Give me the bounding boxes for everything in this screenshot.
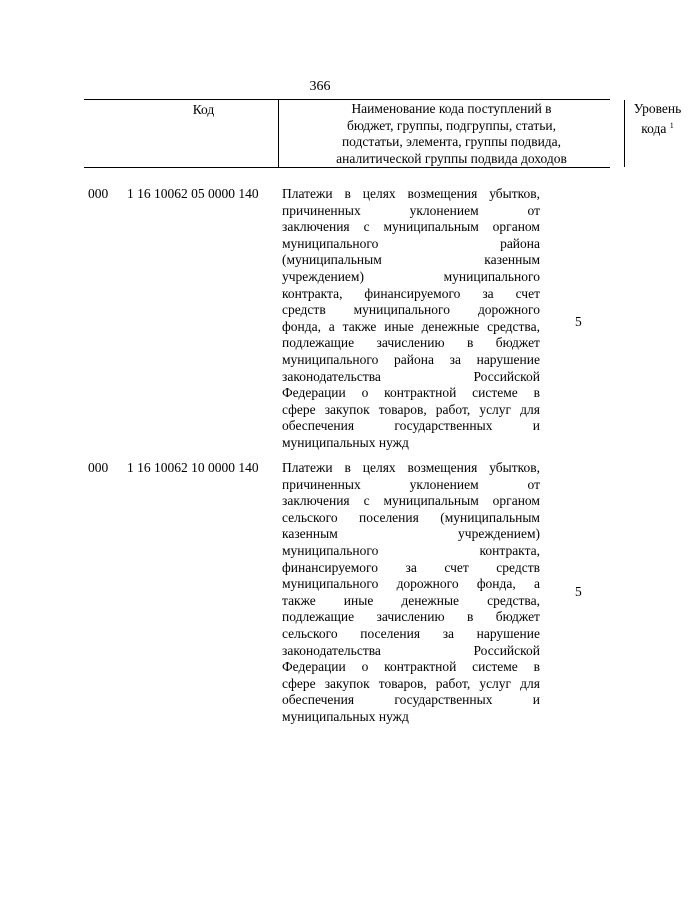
page-number: 366 [309,79,331,94]
description-word: закупок [324,401,370,417]
description-word: государственных [394,418,493,434]
description-word: подлежащие [282,609,355,625]
description-word: также [342,318,377,334]
description-line [282,676,540,693]
description-word: в [467,609,474,625]
description-word: в [344,186,351,201]
description-word: сельского [282,625,338,641]
header-level-label: Уровень [633,101,682,116]
description-word: в [533,659,540,675]
description-line [282,219,540,236]
description-word: фонда, [476,576,516,592]
description-word: обеспечения [282,418,355,434]
description-word: системе [472,659,518,675]
description-word: и [532,418,540,434]
description-word: услуг [479,401,512,417]
header-level-word: кода [641,120,667,136]
description-word: финансируемого [364,285,461,301]
description-line [282,236,540,253]
description-line [282,335,540,352]
description-word: казенным [484,252,540,268]
description-line [282,418,540,435]
description-word: убытков, [489,460,540,475]
description-word: для [520,401,540,417]
description-word: целях [362,460,396,475]
description-word: работ, [435,675,471,691]
revenue-description [282,186,540,452]
description-line [282,493,540,510]
description-word: контракта, [282,285,343,301]
description-word: сфере [282,675,316,691]
description-word: с [363,219,370,235]
description-word: фонда, [282,318,321,334]
header-name-line: бюджет, группы, подгруппы, статьи, [347,117,556,133]
description-word: за [482,285,494,301]
description-word: Федерации [282,385,346,401]
description-line [282,560,540,577]
description-word: обеспечения [282,692,355,708]
description-line [282,593,540,610]
description-line [282,435,540,452]
description-word: законодательства [282,368,381,384]
description-word: казенным [282,526,338,542]
description-word: от [527,202,540,218]
description-word: сельского [282,509,338,525]
description-word: о [361,659,369,675]
footnote-marker: 1 [669,120,674,130]
description-word: работ, [435,401,471,417]
description-word: уклонением [409,476,479,492]
description-word: для [520,675,540,691]
description-word: причиненных [282,202,361,218]
description-word: Платежи [282,186,333,201]
description-word: учреждением) [458,526,540,542]
header-level-label-2 [625,118,690,138]
description-line [282,626,540,643]
description-word: а [328,318,335,334]
description-word: возмещения [407,186,478,201]
description-word: района [500,235,540,251]
description-word: муниципальных нужд [282,434,409,450]
description-word: района [394,351,434,367]
description-word: убытков, [489,186,540,201]
description-word: за [405,559,417,575]
description-line [282,385,540,402]
description-word: бюджет [495,335,540,351]
description-line [282,460,540,477]
description-word: а [533,576,540,592]
description-line [282,286,540,303]
description-line [282,477,540,494]
description-word: системе [472,385,518,401]
description-word: бюджет [495,609,540,625]
description-word: нарушение [476,625,540,641]
description-word: денежные [401,592,460,608]
description-word: о [361,385,369,401]
description-word: в [533,385,540,401]
description-line [282,510,540,527]
description-word: дорожного [477,302,540,318]
description-word: муниципального [282,351,379,367]
description-word: Федерации [282,659,346,675]
description-word: законодательства [282,642,381,658]
description-word: муниципального [282,542,379,558]
description-word: средств [282,302,326,318]
description-line [282,659,540,676]
description-line [282,609,540,626]
description-line [282,186,540,203]
description-word: заключения [282,493,350,509]
description-line [282,252,540,269]
description-line [282,203,540,220]
header-name-cell [278,100,625,167]
description-line [282,576,540,593]
description-word: государственных [394,692,493,708]
description-word: с [363,493,370,509]
description-word: товаров, [378,675,427,691]
description-word: сфере [282,401,316,417]
description-word: учреждением) [282,268,364,284]
description-word: за [449,351,461,367]
table-header [84,99,682,168]
description-line [282,269,540,286]
description-line [282,543,540,560]
description-word: заключения [282,219,350,235]
header-name-line: аналитической группы подвида доходов [336,150,567,166]
description-word: контракта, [479,542,540,558]
description-word: дорожного [396,576,459,592]
admin-code: 000 [88,186,109,201]
description-line [282,302,540,319]
description-word: возмещения [407,460,478,475]
description-word: финансируемого [282,559,379,575]
description-word: товаров, [378,401,427,417]
description-word: муниципального [353,302,450,318]
description-line [282,692,540,709]
description-word: средств [496,559,540,575]
description-word: закупок [324,675,370,691]
revenue-description [282,460,540,726]
description-word: муниципального [443,268,540,284]
description-word: целях [362,186,396,201]
revenue-code: 1 16 10062 05 0000 140 [127,186,259,201]
revenue-code: 1 16 10062 10 0000 140 [127,460,259,475]
description-word: зачислению [376,609,445,625]
description-word: в [467,335,474,351]
description-word: органом [492,493,540,509]
description-word: органом [492,219,540,235]
description-word: муниципального [282,576,379,592]
description-word: счет [444,559,469,575]
description-word: денежные [421,318,480,334]
level-code: 5 [575,584,582,599]
header-level-cell [625,100,690,167]
description-line [282,352,540,369]
description-word: подлежащие [282,335,355,351]
description-word: счет [515,285,540,301]
description-word: от [527,476,540,492]
description-word: также [282,592,316,608]
description-word: муниципальных нужд [282,708,409,724]
description-word: муниципальным [383,219,479,235]
description-word: иные [343,592,374,608]
description-word: поселения [360,625,421,641]
description-word: средства, [487,318,540,334]
description-word: Платежи [282,460,333,475]
description-line [282,369,540,386]
description-line [282,526,540,543]
description-line [282,319,540,336]
header-code-label: Код [192,102,215,117]
description-word: иные [384,318,414,334]
description-line [282,402,540,419]
description-word: Российской [473,642,540,658]
description-word: (муниципальным [440,509,540,525]
header-code-cell [84,100,278,167]
description-word: поселения [358,509,419,525]
description-word: (муниципальным [282,252,382,268]
header-name-line: Наименование кода поступлений в [351,101,552,116]
level-code: 5 [575,314,582,329]
description-word: причиненных [282,476,361,492]
header-name-line: подстатьи, элемента, группы подвида, [341,134,562,149]
description-word: средства, [487,592,540,608]
description-word: муниципальным [383,493,479,509]
description-word: контрактной [384,659,457,675]
description-word: за [442,625,455,641]
description-word: Российской [473,368,540,384]
description-word: уклонением [409,202,479,218]
description-word: нарушение [476,351,540,367]
description-line [282,709,540,726]
description-word: и [532,692,540,708]
description-word: в [344,460,351,475]
description-word: услуг [479,675,512,691]
description-word: зачислению [376,335,445,351]
description-line [282,643,540,660]
description-word: контрактной [384,385,457,401]
admin-code: 000 [88,460,109,475]
description-word: муниципального [282,235,379,251]
